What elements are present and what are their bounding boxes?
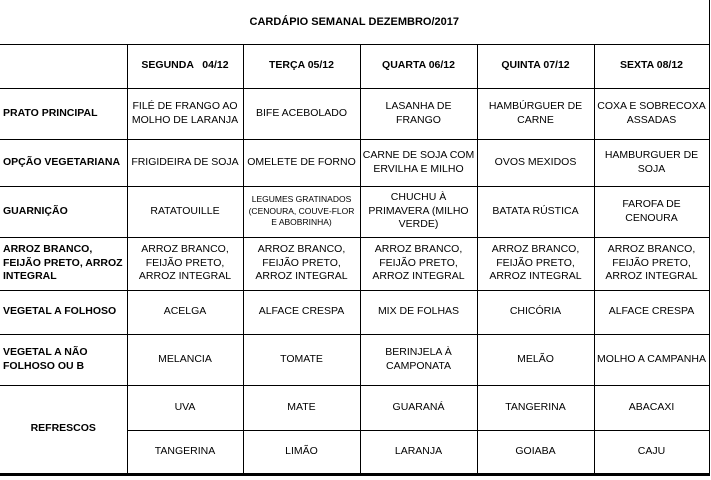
menu-cell: ARROZ BRANCO, FEIJÃO PRETO, ARROZ INTEGRAL [360,237,477,290]
menu-cell: OVOS MEXIDOS [477,139,594,186]
row-label-arroz: ARROZ BRANCO, FEIJÃO PRETO, ARROZ INTEGRAL [0,237,127,290]
col-header-segunda: SEGUNDA 04/12 [127,44,243,88]
menu-cell: ABACAXI [594,385,709,430]
col-header-quarta: QUARTA 06/12 [360,44,477,88]
menu-cell: ARROZ BRANCO, FEIJÃO PRETO, ARROZ INTEGRAL [243,237,360,290]
menu-cell: COXA E SOBRECOXA ASSADAS [594,88,709,139]
menu-cell: CARNE DE SOJA COM ERVILHA E MILHO [360,139,477,186]
menu-cell: FAROFA DE CENOURA [594,186,709,237]
menu-cell: MOLHO A CAMPANHA [594,334,709,385]
menu-cell: MIX DE FOLHAS [360,290,477,334]
table-row [0,88,709,139]
table-row [0,385,709,430]
menu-cell: UVA [127,385,243,430]
menu-cell: LIMÃO [243,430,360,474]
corner-cell [0,44,127,88]
row-label-vegetal-nao-folhoso: VEGETAL A NÃO FOLHOSO OU B [0,334,127,385]
table-row [0,237,709,290]
col-header-terca: TERÇA 05/12 [243,44,360,88]
menu-cell: FILÉ DE FRANGO AO MOLHO DE LARANJA [127,88,243,139]
row-label-vegetal-folhoso: VEGETAL A FOLHOSO [0,290,127,334]
menu-cell: MELANCIA [127,334,243,385]
menu-cell: LARANJA [360,430,477,474]
page-title: CARDÁPIO SEMANAL DEZEMBRO/2017 [0,0,709,44]
menu-cell: ALFACE CRESPA [243,290,360,334]
menu-cell: BATATA RÚSTICA [477,186,594,237]
menu-cell: CHICÓRIA [477,290,594,334]
menu-cell: TANGERINA [127,430,243,474]
row-label-refrescos: REFRESCOS [0,385,127,474]
menu-cell: ARROZ BRANCO, FEIJÃO PRETO, ARROZ INTEGRAL [594,237,709,290]
menu-cell: GUARANÁ [360,385,477,430]
menu-cell: ACELGA [127,290,243,334]
menu-cell: ALFACE CRESPA [594,290,709,334]
menu-cell: MELÃO [477,334,594,385]
title-row [0,0,709,44]
table-row [0,186,709,237]
menu-cell: GOIABA [477,430,594,474]
menu-cell: HAMBÚRGUER DE CARNE [477,88,594,139]
menu-cell: CAJU [594,430,709,474]
header-row [0,44,709,88]
row-label-prato-principal: PRATO PRINCIPAL [0,88,127,139]
row-label-guarnicao: GUARNIÇÃO [0,186,127,237]
menu-cell: ARROZ BRANCO, FEIJÃO PRETO, ARROZ INTEGRAL [477,237,594,290]
col-header-sexta: SEXTA 08/12 [594,44,709,88]
menu-cell: HAMBURGUER DE SOJA [594,139,709,186]
menu-cell: FRIGIDEIRA DE SOJA [127,139,243,186]
menu-cell: LASANHA DE FRANGO [360,88,477,139]
menu-cell: RATATOUILLE [127,186,243,237]
menu-cell: BIFE ACEBOLADO [243,88,360,139]
menu-cell: BERINJELA À CAMPONATA [360,334,477,385]
menu-cell: TOMATE [243,334,360,385]
table-row [0,290,709,334]
menu-cell: CHUCHU À PRIMAVERA (MILHO VERDE) [360,186,477,237]
menu-cell: MATE [243,385,360,430]
menu-cell: OMELETE DE FORNO [243,139,360,186]
table-row [0,334,709,385]
menu-cell: LEGUMES GRATINADOS (CENOURA, COUVE-FLOR E ABOBRINHA) [243,186,360,237]
menu-cell: ARROZ BRANCO, FEIJÃO PRETO, ARROZ INTEGRAL [127,237,243,290]
col-header-quinta: QUINTA 07/12 [477,44,594,88]
menu-cell: TANGERINA [477,385,594,430]
row-label-opcao-vegetariana: OPÇÃO VEGETARIANA [0,139,127,186]
table-row [0,139,709,186]
